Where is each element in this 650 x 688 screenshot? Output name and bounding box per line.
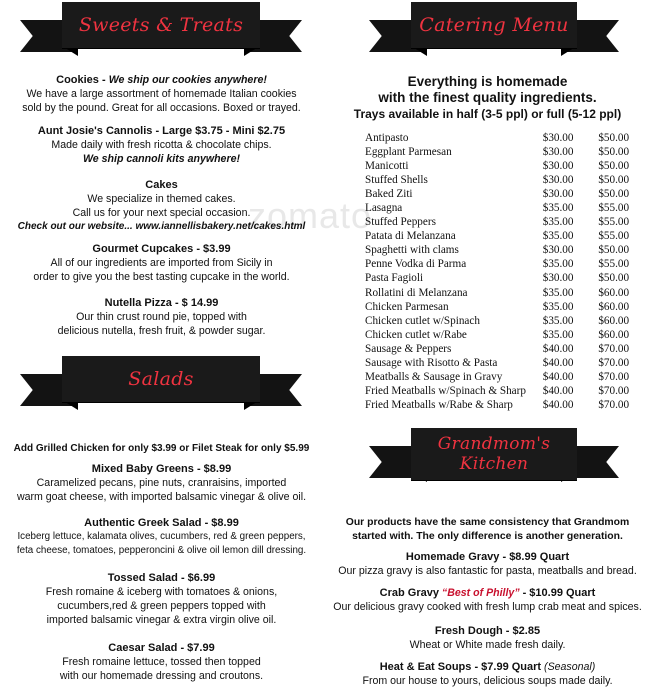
catering-row	[365, 257, 650, 271]
gravy-desc: Our pizza gravy is also fantastic for pasta, meatballs and bread.	[338, 565, 637, 577]
tossed-salad-item	[0, 571, 323, 627]
catering-half-price: $30.00	[542, 272, 574, 285]
greek-salad-desc-1: Iceberg lettuce, kalamata olives, cucumbers, red & green peppers,	[17, 531, 306, 542]
cakes-item	[0, 178, 323, 234]
sweets-title: Sweets & Treats	[78, 13, 244, 36]
catering-full-price: $60.00	[598, 300, 630, 313]
tossed-salad-desc-2: cucumbers,red & green peppers topped with	[57, 600, 266, 612]
cannolis-desc: Made daily with fresh ricotta & chocolate chips.	[51, 139, 272, 151]
gravy-item	[325, 550, 650, 578]
salads-banner	[20, 356, 302, 416]
catering-item-name: Chicken Parmesan	[365, 300, 449, 313]
grandmom-intro	[325, 516, 650, 544]
tossed-salad-desc-1: Fresh romaine & iceberg with tomatoes & onions,	[45, 586, 278, 598]
catering-row	[365, 201, 650, 215]
salads-intro-text: Add Grilled Chicken for only $3.99 or Filet Steak for only $5.99	[13, 443, 310, 454]
crab-gravy-name: Crab Gravy	[379, 587, 439, 599]
catering-intro-1: Everything is homemade	[407, 74, 568, 89]
catering-full-price: $55.00	[598, 258, 630, 271]
catering-full-price: $70.00	[598, 398, 630, 411]
catering-full-price: $55.00	[598, 202, 630, 215]
greek-salad-desc-2: feta cheese, tomatoes, pepperoncini & olive oil lemon dill dressing.	[16, 545, 307, 556]
caesar-salad-line: Caesar Salad - $7.99	[108, 642, 215, 654]
catering-item-name: Chicken cutlet w/Rabe	[365, 328, 467, 341]
caesar-salad-desc-1: Fresh romaine lettuce, tossed then topped	[62, 656, 261, 668]
catering-full-price: $50.00	[598, 272, 630, 285]
cupcakes-desc-1: All of our ingredients are imported from Sicily in	[50, 257, 273, 269]
catering-intro	[325, 74, 650, 122]
salads-title: Salads	[128, 367, 194, 390]
catering-full-price: $70.00	[598, 384, 630, 397]
catering-half-price: $40.00	[542, 356, 574, 369]
cannolis-item	[0, 124, 323, 166]
catering-item-name: Lasagna	[365, 202, 403, 215]
catering-item-name: Manicotti	[365, 160, 409, 173]
catering-half-price: $30.00	[542, 174, 574, 187]
tossed-salad-desc-3: imported balsamic vinegar & extra virgin olive oil.	[46, 614, 277, 626]
mixed-greens-line: Mixed Baby Greens - $8.99	[91, 463, 232, 475]
catering-full-price: $70.00	[598, 370, 630, 383]
soups-line: Heat & Eat Soups - $7.99 Quart	[379, 661, 542, 673]
catering-intro-3: Trays available in half (3-5 ppl) or full (5-12 ppl)	[353, 107, 622, 121]
fresh-dough-line: Fresh Dough - $2.85	[434, 625, 541, 637]
catering-half-price: $35.00	[542, 300, 574, 313]
fresh-dough-desc: Wheat or White made fresh daily.	[409, 639, 566, 651]
catering-title: Catering Menu	[419, 13, 569, 36]
catering-full-price: $60.00	[598, 314, 630, 327]
cakes-website-link[interactable]: Check out our website... www.iannellisbakery.net/cakes.html	[17, 221, 306, 232]
catering-full-price: $50.00	[598, 160, 630, 173]
greek-salad-line: Authentic Greek Salad - $8.99	[84, 517, 239, 529]
cookies-tagline: We ship our cookies anywhere!	[108, 74, 267, 86]
catering-banner	[369, 2, 619, 62]
catering-item-name: Chicken cutlet w/Spinach	[365, 314, 480, 327]
crab-gravy-desc: Our delicious gravy cooked with fresh lump crab meat and spices.	[333, 601, 642, 613]
catering-row	[365, 370, 650, 384]
catering-item-name: Meatballs & Sausage in Gravy	[365, 370, 503, 383]
catering-item-name: Stuffed Peppers	[365, 216, 436, 229]
cakes-desc-1: We specialize in themed cakes.	[87, 193, 236, 205]
catering-full-price: $55.00	[598, 230, 630, 243]
salads-intro	[0, 442, 323, 456]
mixed-greens-item	[0, 462, 323, 504]
cookies-desc-1: We have a large assortment of homemade Italian cookies	[26, 88, 297, 100]
crab-gravy-price: - $10.99 Quart	[522, 587, 596, 599]
catering-item-name: Eggplant Parmesan	[365, 146, 452, 159]
grandmom-intro-1: Our products have the same consistency that Grandmom	[345, 517, 630, 528]
catering-row	[365, 131, 650, 145]
catering-row	[365, 159, 650, 173]
catering-item-name: Fried Meatballs w/Rabe & Sharp	[365, 398, 513, 411]
catering-item-name: Pasta Fagioli	[365, 272, 424, 285]
catering-full-price: $50.00	[598, 146, 630, 159]
cannolis-line: Aunt Josie's Cannolis - Large $3.75 - Mini $2.75	[37, 125, 286, 137]
catering-item-name: Antipasto	[365, 132, 409, 145]
grandmom-title-2: Kitchen	[459, 454, 529, 474]
catering-row	[365, 271, 650, 285]
catering-full-price: $60.00	[598, 328, 630, 341]
nutella-desc-1: Our thin crust round pie, topped with	[76, 311, 247, 323]
cakes-name: Cakes	[145, 179, 178, 191]
catering-item-name: Sausage with Risotto & Pasta	[365, 356, 498, 369]
catering-intro-2: with the finest quality ingredients.	[378, 90, 597, 105]
catering-full-price: $55.00	[598, 216, 630, 229]
catering-item-name: Rollatini di Melanzana	[365, 286, 468, 299]
tossed-salad-line: Tossed Salad - $6.99	[107, 572, 216, 584]
catering-item-name: Spaghetti with clams	[365, 244, 459, 257]
catering-item-name: Stuffed Shells	[365, 174, 428, 187]
catering-row	[365, 398, 650, 412]
catering-row	[365, 173, 650, 187]
catering-half-price: $30.00	[542, 188, 574, 201]
catering-full-price: $50.00	[598, 132, 630, 145]
catering-row	[365, 229, 650, 243]
catering-half-price: $35.00	[542, 202, 574, 215]
catering-item-name: Penne Vodka di Parma	[365, 258, 467, 271]
cupcakes-item	[0, 242, 323, 284]
catering-row	[365, 215, 650, 229]
nutella-item	[0, 296, 323, 338]
catering-half-price: $35.00	[542, 258, 574, 271]
catering-half-price: $40.00	[542, 384, 574, 397]
soups-seasonal: (Seasonal)	[544, 661, 596, 673]
catering-half-price: $30.00	[542, 160, 574, 173]
catering-full-price: $70.00	[598, 356, 630, 369]
mixed-greens-desc-1: Caramelized pecans, pine nuts, cranraisins, imported	[36, 477, 287, 489]
catering-half-price: $35.00	[542, 314, 574, 327]
cookies-desc-2: sold by the pound. Great for all occasions. Boxed or trayed.	[22, 102, 301, 114]
catering-full-price: $60.00	[598, 286, 630, 299]
catering-full-price: $70.00	[598, 342, 630, 355]
grandmom-banner	[369, 428, 619, 488]
soups-desc: From our house to yours, delicious soups made daily.	[362, 675, 613, 687]
crab-gravy-quote: “Best of Philly”	[441, 587, 520, 599]
catering-half-price: $40.00	[542, 342, 574, 355]
cannolis-note: We ship cannoli kits anywhere!	[83, 153, 240, 165]
crab-gravy-item	[325, 586, 650, 614]
catering-row	[365, 187, 650, 201]
catering-row	[365, 300, 650, 314]
catering-row	[365, 243, 650, 257]
catering-half-price: $40.00	[542, 370, 574, 383]
caesar-salad-item	[0, 641, 323, 683]
catering-full-price: $50.00	[598, 188, 630, 201]
catering-item-name: Fried Meatballs w/Spinach & Sharp	[365, 384, 526, 397]
nutella-desc-2: delicious nutella, fresh fruit, & powder sugar.	[57, 325, 266, 337]
catering-row	[365, 384, 650, 398]
gravy-line: Homemade Gravy - $8.99 Quart	[405, 551, 570, 563]
catering-row	[365, 286, 650, 300]
catering-item-name: Sausage & Peppers	[365, 342, 452, 355]
cupcakes-line: Gourmet Cupcakes - $3.99	[92, 243, 231, 255]
catering-half-price: $35.00	[542, 216, 574, 229]
catering-row	[365, 356, 650, 370]
fresh-dough-item	[325, 624, 650, 652]
catering-row	[365, 145, 650, 159]
catering-row	[365, 314, 650, 328]
mixed-greens-desc-2: warm goat cheese, with imported balsamic vinegar & olive oil.	[16, 491, 307, 503]
grandmom-title-1: Grandmom's	[437, 434, 551, 454]
cakes-desc-2: Call us for your next special occasion.	[72, 207, 251, 219]
soups-item	[325, 660, 650, 688]
cookies-name: Cookies	[56, 74, 99, 86]
catering-half-price: $35.00	[542, 328, 574, 341]
catering-half-price: $30.00	[542, 244, 574, 257]
catering-item-name: Baked Ziti	[365, 188, 413, 201]
cookies-item: Cookies - We ship our cookies anywhere! We have a large assortment of homemade Italian cookies sold by the pound. Great for all occasions. Boxed or trayed.	[0, 73, 323, 115]
catering-full-price: $50.00	[598, 244, 630, 257]
nutella-line: Nutella Pizza - $ 14.99	[104, 297, 219, 309]
watermark: zomato	[248, 195, 373, 236]
catering-half-price: $35.00	[542, 286, 574, 299]
catering-table	[365, 131, 650, 412]
catering-half-price: $40.00	[542, 398, 574, 411]
greek-salad-item	[0, 516, 323, 558]
catering-row	[365, 342, 650, 356]
sweets-banner	[20, 2, 302, 62]
catering-full-price: $50.00	[598, 174, 630, 187]
grandmom-intro-2: started with. The only difference is another generation.	[352, 531, 623, 542]
catering-row	[365, 328, 650, 342]
cupcakes-desc-2: order to give you the best tasting cupcake in the world.	[33, 271, 290, 283]
caesar-salad-desc-2: with our homemade dressing and croutons.	[59, 670, 264, 682]
catering-half-price: $30.00	[542, 146, 574, 159]
catering-half-price: $35.00	[542, 230, 574, 243]
catering-half-price: $30.00	[542, 132, 574, 145]
catering-item-name: Patata di Melanzana	[365, 230, 456, 243]
